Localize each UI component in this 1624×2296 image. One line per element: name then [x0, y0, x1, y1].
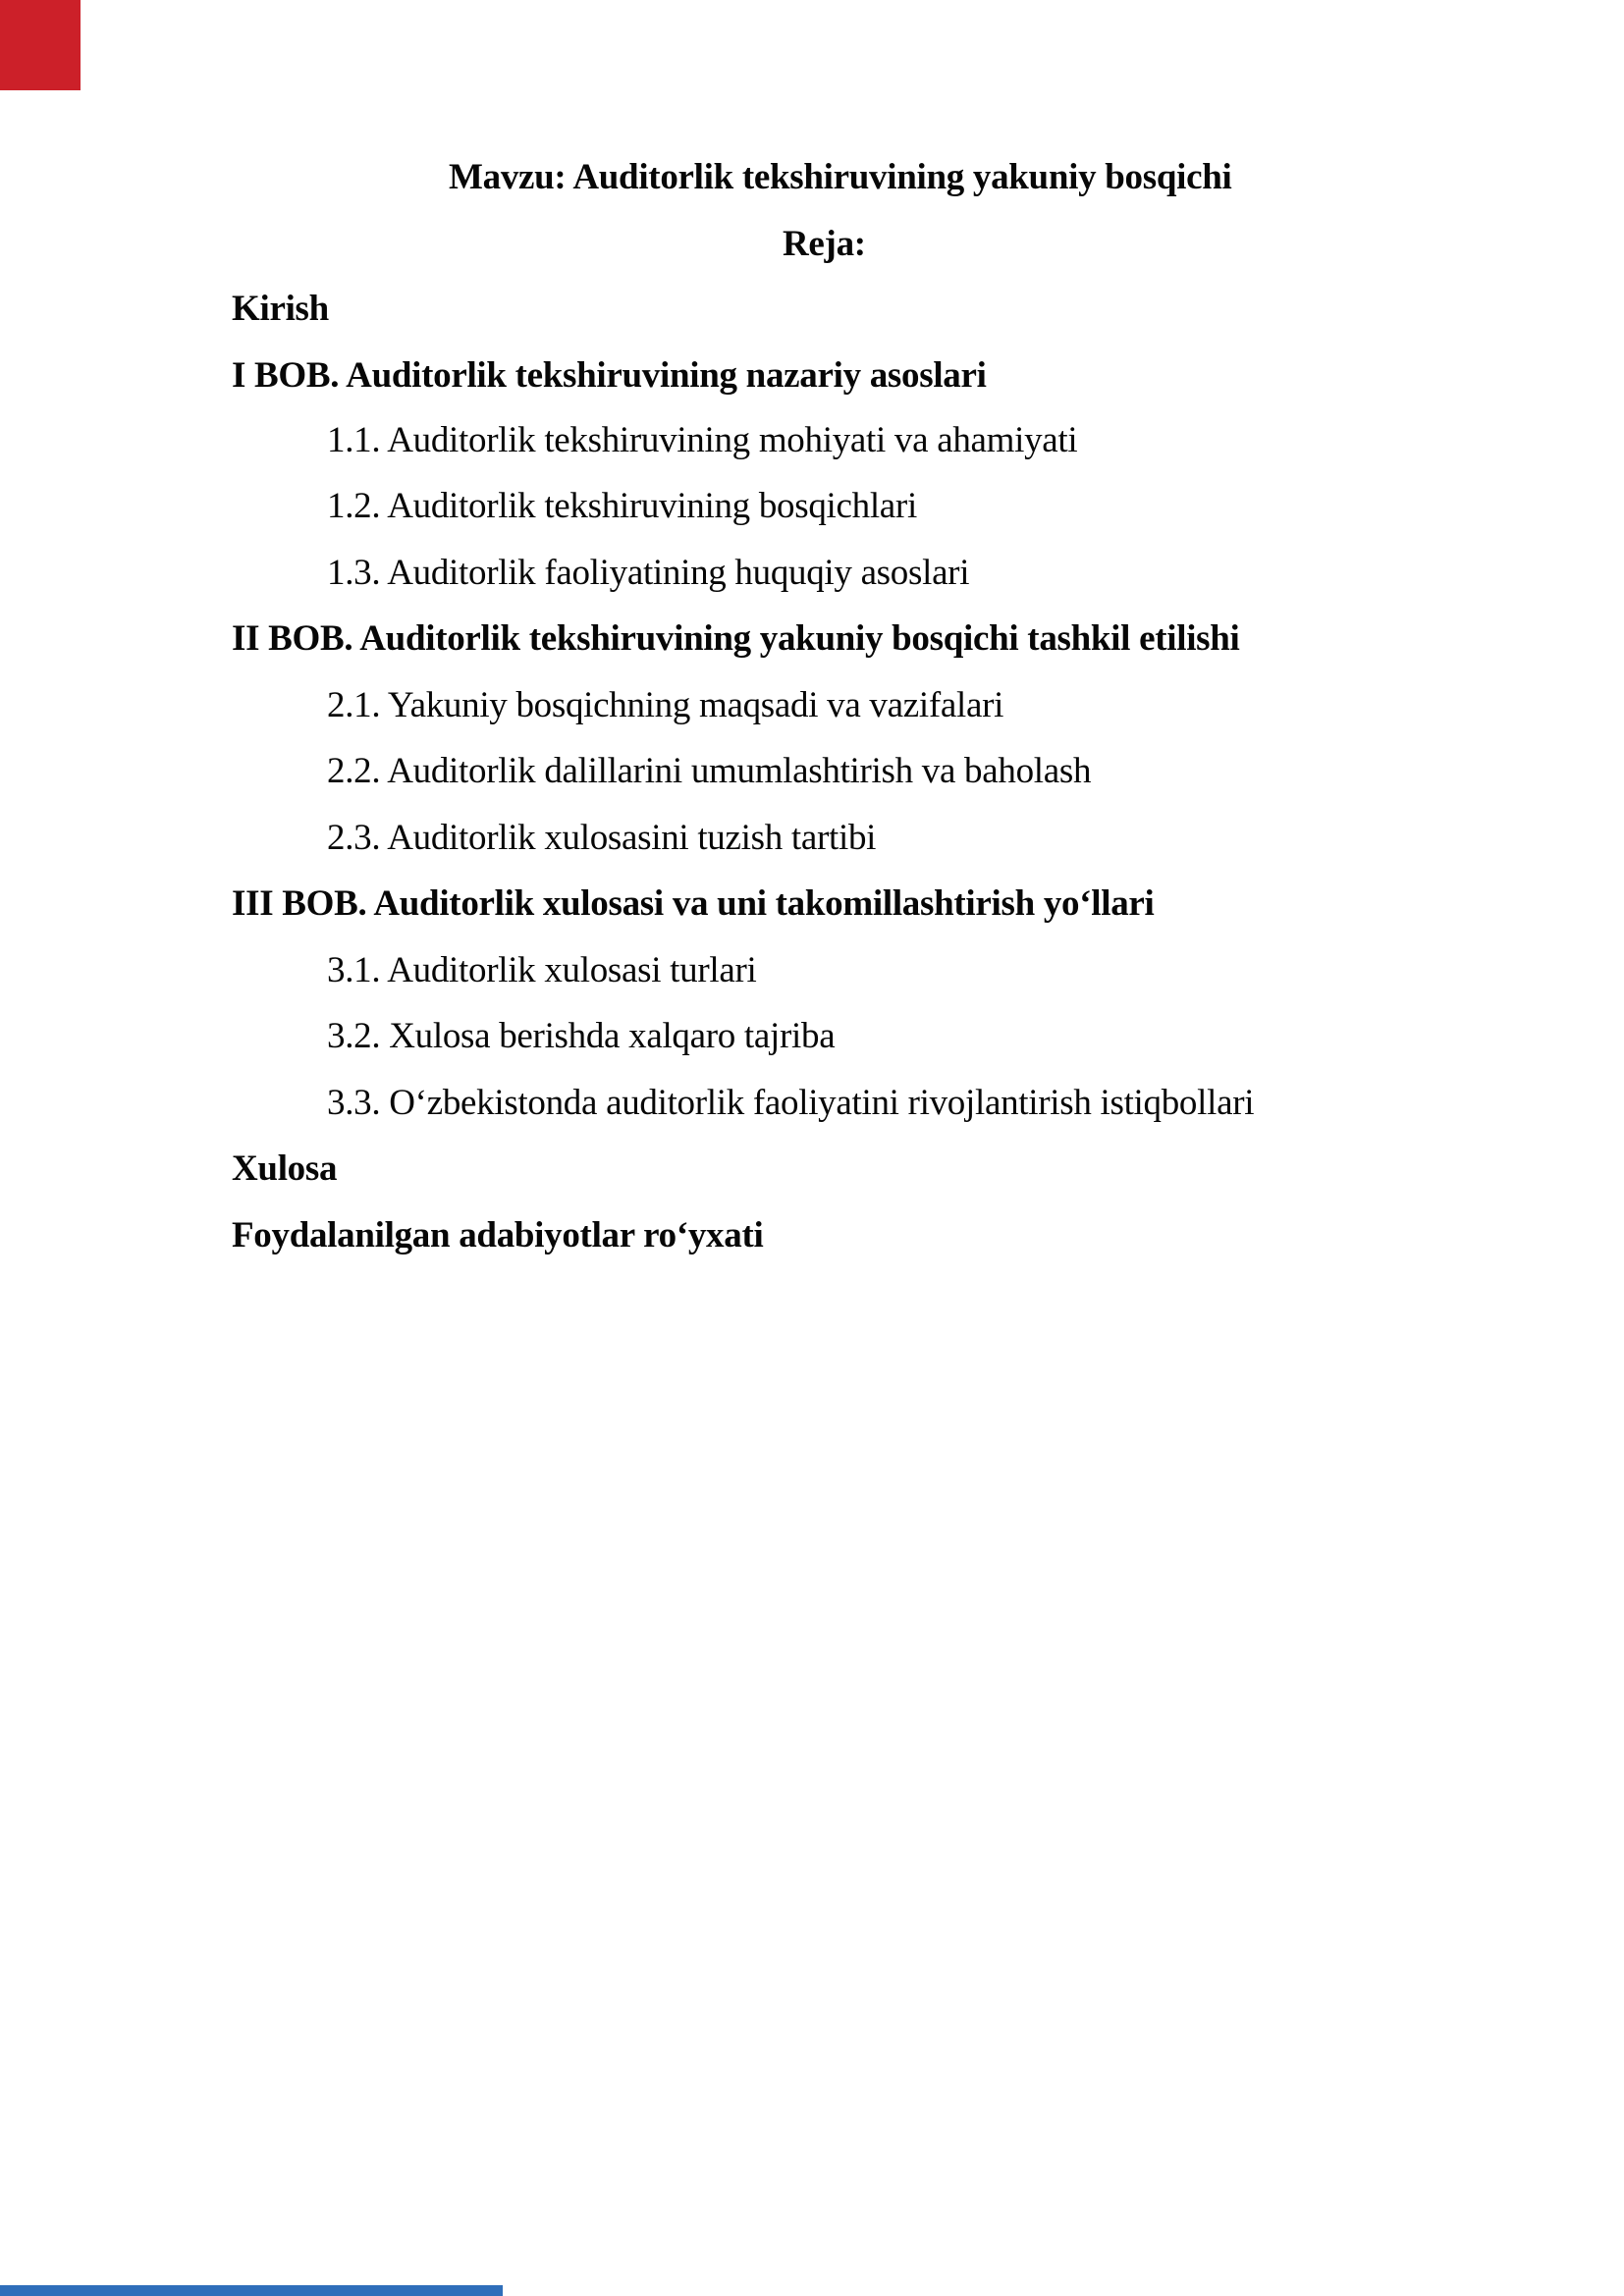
document-line: 3.2. Xulosa berishda xalqaro tajriba [327, 1016, 836, 1056]
document-line: 2.3. Auditorlik xulosasini tuzish tartibi [327, 818, 877, 858]
document-line: 1.2. Auditorlik tekshiruvining bosqichlari [327, 486, 917, 526]
document-line: Xulosa [232, 1148, 338, 1189]
blue-bottom-bar [0, 2285, 503, 2296]
document-line: 1.3. Auditorlik faoliyatining huquqiy asoslari [327, 553, 970, 593]
document-line: II BOB. Auditorlik tekshiruvining yakuniy bosqichi tashkil etilishi [232, 618, 1240, 659]
document-line: 2.1. Yakuniy bosqichning maqsadi va vazifalari [327, 685, 1004, 725]
document-line: Mavzu: Auditorlik tekshiruvining yakuniy bosqichi [449, 157, 1232, 197]
document-line: I BOB. Auditorlik tekshiruvining nazariy asoslari [232, 355, 987, 396]
red-corner-marker [0, 0, 81, 90]
document-line: Kirish [232, 289, 329, 329]
document-line: Reja: [783, 224, 866, 264]
document-line: 1.1. Auditorlik tekshiruvining mohiyati va ahamiyati [327, 420, 1078, 460]
document-line: 2.2. Auditorlik dalillarini umumlashtirish va baholash [327, 751, 1092, 791]
document-line: 3.3. O‘zbekistonda auditorlik faoliyatini rivojlantirish istiqbollari [327, 1083, 1255, 1123]
document-line: Foydalanilgan adabiyotlar ro‘yxati [232, 1215, 764, 1255]
document-line: 3.1. Auditorlik xulosasi turlari [327, 950, 757, 990]
document-line: III BOB. Auditorlik xulosasi va uni takomillashtirish yo‘llari [232, 883, 1155, 924]
